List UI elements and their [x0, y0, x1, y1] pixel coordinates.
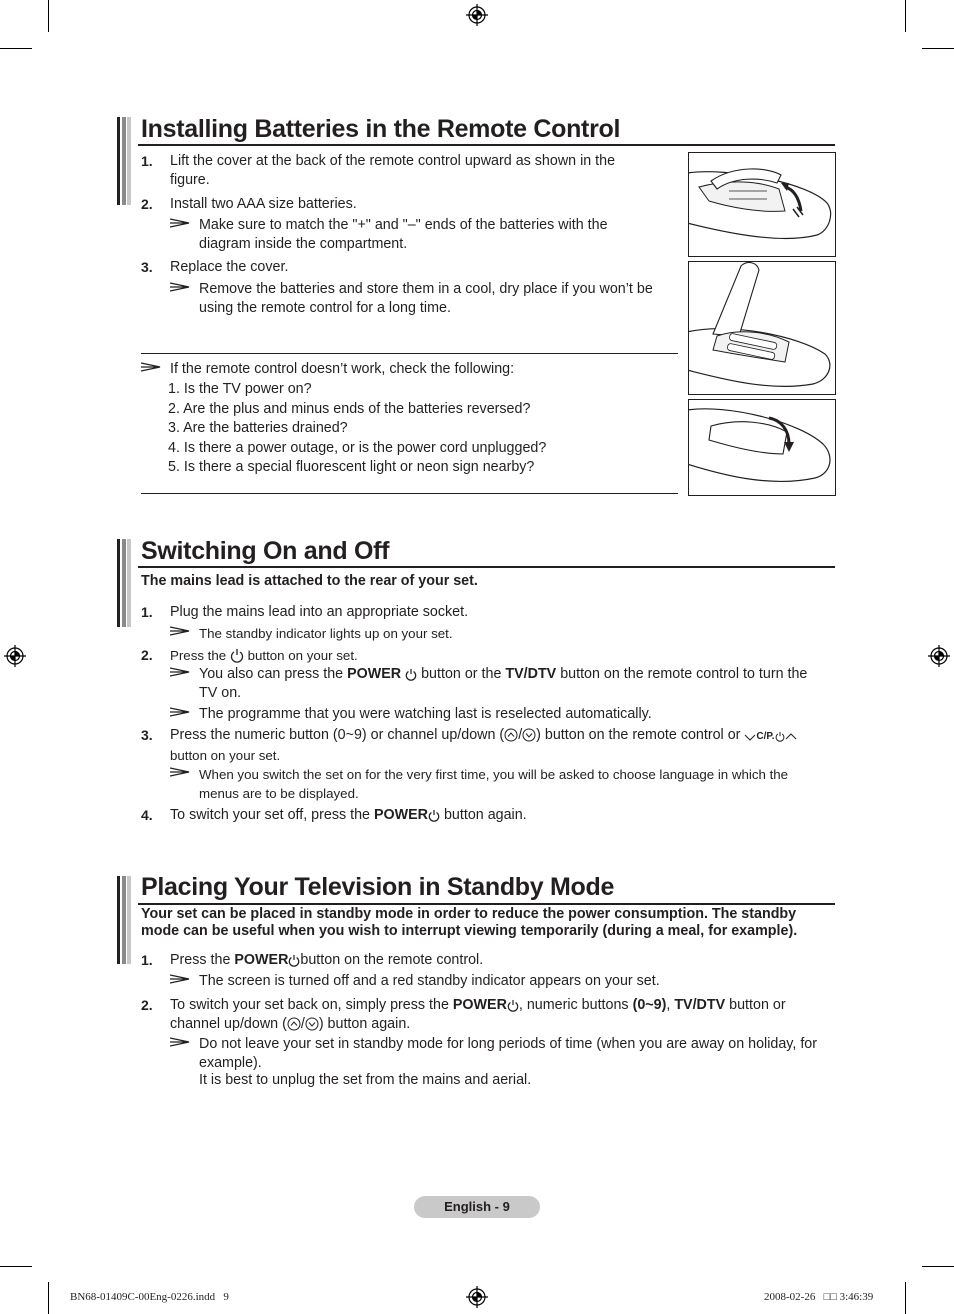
- crop-mark: [905, 1282, 906, 1314]
- chevron-down-icon: [744, 732, 756, 742]
- crop-mark: [922, 48, 954, 49]
- registration-mark-icon: [4, 645, 26, 667]
- note-text: Make sure to match the "+" and "–" ends of the batteries with the diagram inside the compartment.: [199, 217, 608, 252]
- power-icon: [428, 809, 440, 822]
- check-item: 4. Is there a power outage, or is the power cord unplugged?: [168, 440, 547, 456]
- note-text: Do not leave your set in standby mode for long periods of time (when you are away on holiday, for example).: [199, 1036, 818, 1071]
- section-marker-bar: [117, 539, 131, 627]
- note-text: The standby indicator lights up on your set.: [199, 626, 453, 641]
- section-rule: [138, 144, 835, 146]
- step-text: Install two AAA size batteries.: [170, 196, 357, 212]
- section-rule: [138, 903, 835, 905]
- registration-mark-icon: [466, 4, 488, 26]
- step-text-part: button on your set.: [247, 648, 358, 663]
- power-icon: [775, 731, 785, 742]
- channel-up-icon: [504, 728, 518, 742]
- note-arrow-icon: [170, 667, 190, 677]
- figure-remote-batteries: [688, 261, 836, 395]
- section-rule: [138, 566, 835, 568]
- section-title: Installing Batteries in the Remote Control: [141, 115, 621, 143]
- step-text: Replace the cover.: [170, 259, 289, 275]
- power-icon: [288, 954, 300, 967]
- crop-mark: [48, 0, 49, 32]
- file-info: BN68-01409C-00Eng-0226.indd 9: [70, 1291, 229, 1303]
- note-arrow-icon: [141, 362, 161, 372]
- registration-mark-icon: [928, 645, 950, 667]
- chevron-up-icon: [785, 732, 797, 742]
- channel-down-icon: [522, 728, 536, 742]
- step-number: 1.: [141, 952, 153, 968]
- cp-label: C/P.: [756, 731, 775, 742]
- section-title: Placing Your Television in Standby Mode: [141, 873, 615, 901]
- step-number: 2.: [141, 196, 153, 212]
- step-text: Plug the mains lead into an appropriate socket.: [170, 604, 469, 620]
- check-item: 3. Are the batteries drained?: [168, 420, 348, 436]
- divider: [141, 493, 678, 494]
- section-title: Switching On and Off: [141, 537, 390, 565]
- channel-up-icon: [287, 1017, 301, 1031]
- step-number: 3.: [141, 727, 153, 743]
- note-arrow-icon: [170, 1037, 190, 1047]
- note-text: Remove the batteries and store them in a cool, dry place if you won’t be using the remote control for a long time.: [199, 281, 653, 316]
- note-arrow-icon: [170, 218, 190, 228]
- page-number-label: English - 9: [444, 1199, 510, 1214]
- check-item: 5. Is there a special fluorescent light or neon sign nearby?: [168, 459, 535, 475]
- crop-mark: [0, 48, 32, 49]
- step-number: 1.: [141, 604, 153, 620]
- crop-mark: [0, 1266, 32, 1267]
- section-intro: The mains lead is attached to the rear of your set.: [141, 573, 478, 589]
- step-text: Press the numeric button (0~9) or channel up/down ( / ) button on the remote control or C/P. button on your set.: [170, 726, 835, 766]
- step-text: Press the POWER button on the remote control.: [170, 952, 484, 968]
- note-text: You also can press the POWER button or the TV/DTV button on the remote control to turn the TV on.: [199, 666, 808, 701]
- step-text: Lift the cover at the back of the remote control upward as shown in the figure.: [170, 153, 616, 188]
- step-text: [170, 646, 358, 665]
- section-marker-bar: [117, 876, 131, 964]
- power-icon: [230, 648, 244, 663]
- step-number: 2.: [141, 997, 153, 1013]
- registration-mark-icon: [466, 1286, 488, 1308]
- note-arrow-icon: [170, 974, 190, 984]
- note-arrow-icon: [170, 626, 190, 636]
- figure-remote-open-cover: [688, 152, 836, 257]
- print-timestamp: 2008-02-26 □□ 3:46:39: [764, 1291, 874, 1303]
- check-item: 1. Is the TV power on?: [168, 381, 312, 397]
- step-text: To switch your set off, press the POWER button again.: [170, 807, 527, 823]
- step-number: 4.: [141, 807, 153, 823]
- channel-down-icon: [305, 1017, 319, 1031]
- note-arrow-icon: [170, 282, 190, 292]
- page-number-badge: [414, 1196, 540, 1218]
- divider: [141, 353, 678, 354]
- crop-mark: [905, 0, 906, 32]
- note-text: The programme that you were watching last is reselected automatically.: [199, 706, 652, 722]
- section-marker-bar: [117, 117, 131, 205]
- step-text-part: Press the: [170, 648, 227, 663]
- power-icon: [507, 999, 519, 1012]
- power-icon: [405, 668, 417, 681]
- step-number: 2.: [141, 647, 153, 663]
- note-text: When you switch the set on for the very first time, you will be asked to choose language in which the menus are to be displayed.: [199, 767, 789, 801]
- note-text: It is best to unplug the set from the mains and aerial.: [199, 1072, 532, 1088]
- note-text: The screen is turned off and a red standby indicator appears on your set.: [199, 973, 660, 989]
- section-intro: Your set can be placed in standby mode in order to reduce the power consumption. The standby mode can be useful when you wish to interrupt viewing temporarily (during a meal, for example).: [141, 906, 798, 939]
- note-arrow-icon: [170, 767, 190, 777]
- step-number: 1.: [141, 153, 153, 169]
- check-intro: If the remote control doesn’t work, check the following:: [170, 361, 515, 377]
- crop-mark: [922, 1266, 954, 1267]
- step-text: To switch your set back on, simply press the POWER , numeric buttons (0~9), TV/DTV button or channel up/down ( / ) button again.: [170, 997, 786, 1032]
- figure-remote-replace-cover: [688, 399, 836, 496]
- crop-mark: [48, 1282, 49, 1314]
- check-item: 2. Are the plus and minus ends of the batteries reversed?: [168, 401, 531, 417]
- step-number: 3.: [141, 259, 153, 275]
- note-arrow-icon: [170, 707, 190, 717]
